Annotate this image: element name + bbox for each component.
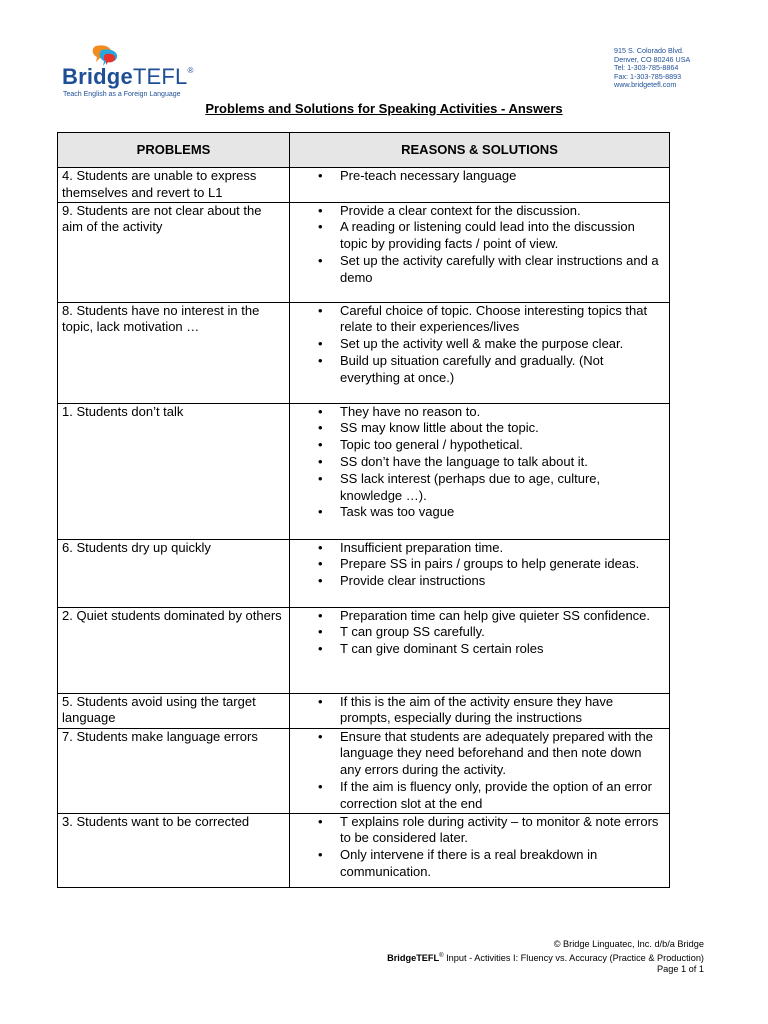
problem-cell: 8. Students have no interest in the topic, lack motivation … xyxy=(58,302,290,403)
solution-text: Set up the activity carefully with clear instructions and a demo xyxy=(340,252,659,285)
problem-cell: 9. Students are not clear about the aim of the activity xyxy=(58,202,290,302)
problem-cell: 3. Students want to be corrected xyxy=(58,813,290,887)
document-title: Problems and Solutions for Speaking Activities - Answers xyxy=(205,101,563,116)
bullet-icon: • xyxy=(318,219,323,235)
solution-item xyxy=(290,729,665,779)
solutions-list xyxy=(290,540,665,590)
solutions-list xyxy=(290,608,665,658)
problem-cell: 2. Quiet students dominated by others xyxy=(58,607,290,693)
solution-item xyxy=(290,556,665,573)
solution-text: SS don’t have the language to talk about it. xyxy=(340,453,588,469)
solutions-cell xyxy=(290,539,670,607)
solution-text: SS may know little about the topic. xyxy=(340,420,539,436)
address-line: 915 S. Colorado Blvd. xyxy=(614,46,684,55)
solution-text: T explains role during activity – to monitor & note errors to be considered later. xyxy=(340,813,659,846)
bullet-icon: • xyxy=(318,847,323,863)
header-reasons-solutions: REASONS & SOLUTIONS xyxy=(290,133,670,168)
footer-course-line: BridgeTEFL® Input - Activities I: Fluency vs. Accuracy (Practice & Production) xyxy=(387,952,704,963)
address-fax: Fax: 1-303-785-8893 xyxy=(614,71,682,81)
solutions-list xyxy=(290,404,665,522)
solution-text: Set up the activity well & make the purpose clear. xyxy=(340,336,624,352)
solution-item xyxy=(290,814,665,848)
table-row xyxy=(58,728,670,813)
solution-text: Careful choice of topic. Choose interesting topics that relate to their experiences/lives xyxy=(340,302,648,335)
problem-cell: 5. Students avoid using the target language xyxy=(58,693,290,728)
solution-item xyxy=(290,336,665,353)
solution-text: They have no reason to. xyxy=(340,403,481,419)
solution-item xyxy=(290,303,665,337)
solutions-cell xyxy=(290,693,670,728)
problem-cell: 6. Students dry up quickly xyxy=(58,539,290,607)
bullet-icon: • xyxy=(318,556,323,572)
solution-item xyxy=(290,471,665,505)
problem-cell: 1. Students don’t talk xyxy=(58,403,290,539)
table-row xyxy=(58,168,670,203)
bullet-icon: • xyxy=(318,336,323,352)
bullet-icon: • xyxy=(318,352,323,368)
bridgetefl-logo xyxy=(62,44,192,102)
solution-item xyxy=(290,624,665,641)
table-row xyxy=(58,693,670,728)
solution-text: Pre-teach necessary language xyxy=(340,168,517,183)
solutions-cell xyxy=(290,607,670,693)
bullet-icon: • xyxy=(318,607,323,623)
solution-text: Provide a clear context for the discussion. xyxy=(340,202,581,218)
solution-item xyxy=(290,203,665,220)
company-address xyxy=(614,47,690,90)
problem-cell: 4. Students are unable to express themselves and revert to L1 xyxy=(58,168,290,203)
solutions-list xyxy=(290,303,665,387)
solution-text: If the aim is fluency only, provide the option of an error correction slot at the end xyxy=(340,778,652,811)
table-row xyxy=(58,403,670,539)
solution-text: Insufficient preparation time. xyxy=(340,539,504,555)
bullet-icon: • xyxy=(318,168,323,183)
bullet-icon: • xyxy=(318,504,323,520)
table-row xyxy=(58,607,670,693)
table-row xyxy=(58,539,670,607)
solutions-cell xyxy=(290,202,670,302)
address-website: www.bridgetefl.com xyxy=(614,80,677,90)
solution-item xyxy=(290,404,665,421)
bullet-icon: • xyxy=(318,302,323,318)
solution-item xyxy=(290,253,665,287)
solution-item xyxy=(290,540,665,557)
bullet-icon: • xyxy=(318,437,323,453)
solutions-cell xyxy=(290,728,670,813)
solution-item xyxy=(290,420,665,437)
solution-text: Provide clear instructions xyxy=(340,573,486,589)
solution-item xyxy=(290,694,665,728)
solutions-list xyxy=(290,729,665,813)
bullet-icon: • xyxy=(318,252,323,268)
solution-text: T can group SS carefully. xyxy=(340,624,485,640)
solutions-list xyxy=(290,694,665,728)
bullet-icon: • xyxy=(318,470,323,486)
solution-text: Ensure that students are adequately prepared with the language they need beforehand and then note down any errors during the activity. xyxy=(340,728,653,778)
table-header-row xyxy=(58,133,670,168)
solution-text: SS lack interest (perhaps due to age, culture, knowledge …). xyxy=(340,470,601,503)
solution-item xyxy=(290,779,665,813)
solution-item xyxy=(290,573,665,590)
solution-text: Preparation time can help give quieter SS confidence. xyxy=(340,607,651,623)
solutions-cell xyxy=(290,168,670,203)
solution-text: If this is the aim of the activity ensure they have prompts, especially during the instructions xyxy=(340,693,614,726)
bullet-icon: • xyxy=(318,453,323,469)
problems-solutions-table xyxy=(57,132,670,888)
address-phone: Tel: 1-303-785-8864 xyxy=(614,63,679,73)
table-body xyxy=(58,168,670,888)
address-line: Denver, CO 80246 USA xyxy=(614,54,691,64)
solution-item xyxy=(290,168,665,185)
bullet-icon: • xyxy=(318,813,323,829)
solution-item xyxy=(290,641,665,658)
solutions-cell xyxy=(290,403,670,539)
solutions-list xyxy=(290,814,665,881)
solution-text: Task was too vague xyxy=(340,504,455,520)
footer-page-number: Page 1 of 1 xyxy=(657,964,704,975)
solution-text: Build up situation carefully and gradually. (Not everything at once.) xyxy=(340,352,604,385)
solution-text: Prepare SS in pairs / groups to help generate ideas. xyxy=(340,556,640,572)
solution-item xyxy=(290,219,665,253)
bullet-icon: • xyxy=(318,641,323,657)
table-row xyxy=(58,202,670,302)
logo-tagline: Teach English as a Foreign Language xyxy=(63,91,181,98)
bullet-icon: • xyxy=(318,420,323,436)
solution-item xyxy=(290,504,665,521)
table-row xyxy=(58,813,670,887)
footer-copyright: © Bridge Linguatec, Inc. d/b/a Bridge xyxy=(553,939,704,949)
header-problems: PROBLEMS xyxy=(58,133,290,168)
solutions-list xyxy=(290,168,665,185)
solution-item xyxy=(290,353,665,387)
logo-wordmark: BridgeTEFL® xyxy=(62,64,194,89)
solution-item xyxy=(290,608,665,625)
bullet-icon: • xyxy=(318,778,323,794)
solutions-cell xyxy=(290,302,670,403)
bullet-icon: • xyxy=(318,573,323,589)
solution-text: Only intervene if there is a real breakdown in communication. xyxy=(340,847,598,879)
bullet-icon: • xyxy=(318,539,323,555)
solution-item xyxy=(290,847,665,881)
problem-cell: 7. Students make language errors xyxy=(58,728,290,813)
solution-text: T can give dominant S certain roles xyxy=(340,641,544,657)
solutions-list xyxy=(290,203,665,287)
table-row xyxy=(58,302,670,403)
bullet-icon: • xyxy=(318,202,323,218)
bullet-icon: • xyxy=(318,693,323,709)
bullet-icon: • xyxy=(318,403,323,419)
solution-item xyxy=(290,437,665,454)
solution-text: A reading or listening could lead into the discussion topic by providing facts / point of view. xyxy=(340,219,635,252)
bullet-icon: • xyxy=(318,624,323,640)
document-title-wrapper xyxy=(0,100,768,118)
solutions-cell xyxy=(290,813,670,887)
solution-item xyxy=(290,454,665,471)
solution-text: Topic too general / hypothetical. xyxy=(340,437,523,453)
bullet-icon: • xyxy=(318,728,323,744)
page-footer xyxy=(387,939,704,976)
